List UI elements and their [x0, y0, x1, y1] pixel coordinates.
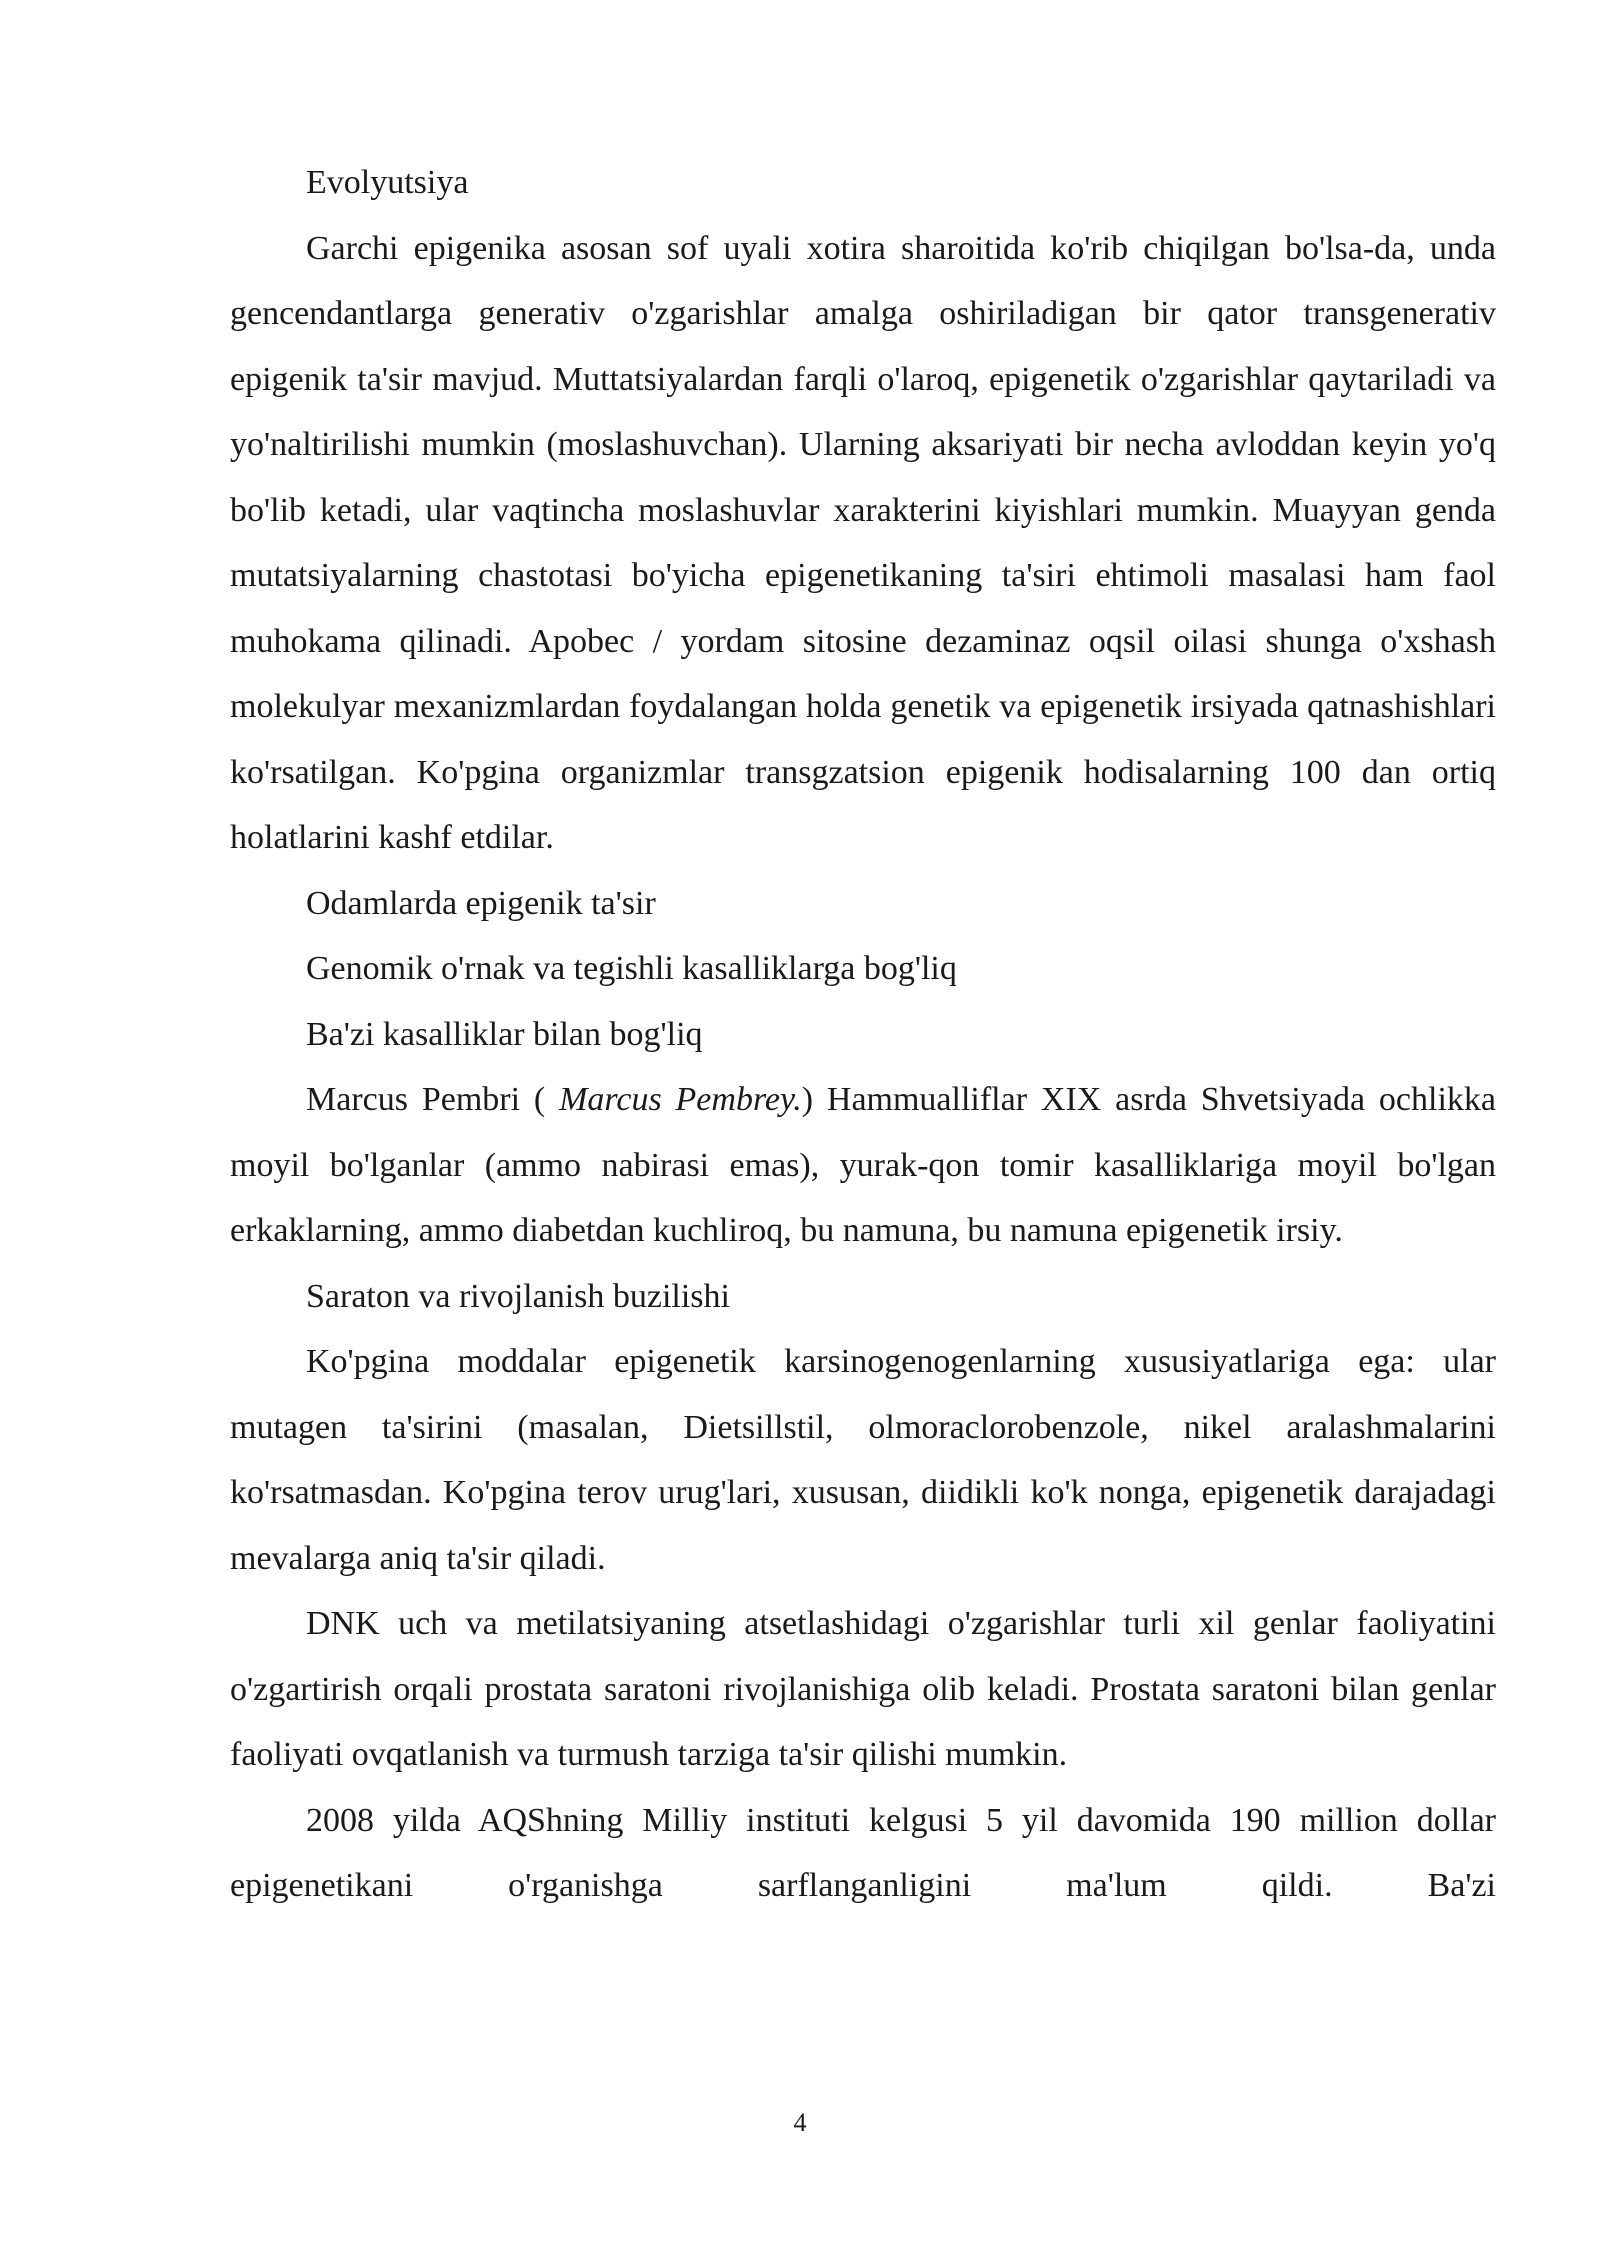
pembrey-italic-name: Marcus Pembrey. — [559, 1081, 802, 1118]
heading-evolyutsiya: Evolyutsiya — [306, 164, 469, 201]
body-text — [230, 150, 1496, 1919]
paragraph-transgenerative: Garchi epigenika asosan sof uyali xotira sharoitida ko'rib chiqilgan bo'lsa-da, unda gencendantlarga generativ o'zgarishlar amalga oshiriladigan bir qator transgenerativ epigenik ta'sir mavjud. Muttatsiyalardan farqli o'laroq, epigenetik o'zgarishlar qaytariladi va yo'naltirilishi mumkin (moslashuvchan). Ularning aksariyati bir necha avloddan keyin yo'q bo'lib ketadi, ular vaqtincha moslashuvlar xarakterini kiyishlari mumkin. Muayyan genda mutatsiyalarning chastotasi bo'yicha epigenetikaning ta'siri ehtimoli masalasi ham faol muhokama qilinadi. Apobec / yordam sitosine dezaminaz oqsil oilasi shunga o'xshash molekulyar mexanizmlardan foydalangan holda genetik va epigenetik irsiyada qatnashishlari ko'rsatilgan. Ko'pgina organizmlar transgzatsion epigenik hodisalarning 100 dan ortiq holatlarini kashf etdilar. — [230, 229, 1496, 856]
heading-genomic-imprinting: Genomik o'rnak va tegishli kasalliklarga bog'liq — [306, 950, 957, 987]
heading-cancer: Saraton va rivojlanish buzilishi — [306, 1277, 730, 1315]
heading-human-epigenetic-effect: Odamlarda epigenik ta'sir — [306, 884, 656, 922]
page-number: 4 — [793, 2108, 807, 2137]
heading-some-diseases: Ba'zi kasalliklar bilan bog'liq — [306, 1015, 703, 1053]
paragraph-prostate-cancer: DNK uch va metilatsiyaning atsetlashidagi o'zgarishlar turli xil genlar faoliyatini o'zgartirish orqali prostata saratoni rivojlanishiga olib keladi. Prostata saratoni bilan genlar faoliyati ovqatlanish va turmush tarziga ta'sir qilishi mumkin. — [230, 1605, 1496, 1773]
pembrey-text-before: Marcus Pembri ( — [306, 1081, 560, 1118]
paragraph-carcinogens: Ko'pgina moddalar epigenetik karsinogenogenlarning xususiyatlariga ega: ular mutagen ta'sirini (masalan, Dietsillstil, olmoraclorobenzole, nikel aralashmalarini ko'rsatmasdan. Ko'pgina terov urug'lari, xususan, diidikli ko'k nonga, epigenetik darajadagi mevalarga aniq ta'sir qiladi. — [230, 1343, 1496, 1577]
pembrey-text-after: ) Hammualliflar XIX asrda Shvetsiyada ochlikka moyil bo'lganlar (ammo nabirasi emas), yurak-qon tomir kasalliklariga moyil bo'lgan erkaklarning, ammo diabetdan kuchliroq, bu namuna, bu namuna epigenetik irsiy. — [230, 1081, 1496, 1249]
paragraph-pembrey — [230, 1067, 1496, 1264]
paragraph-nih-2008: 2008 yilda AQShning Milliy instituti kelgusi 5 yil davomida 190 million dollar epigenetikani o'rganishga sarflanganligini ma'lum qildi. Ba'zi — [230, 1801, 1496, 1904]
